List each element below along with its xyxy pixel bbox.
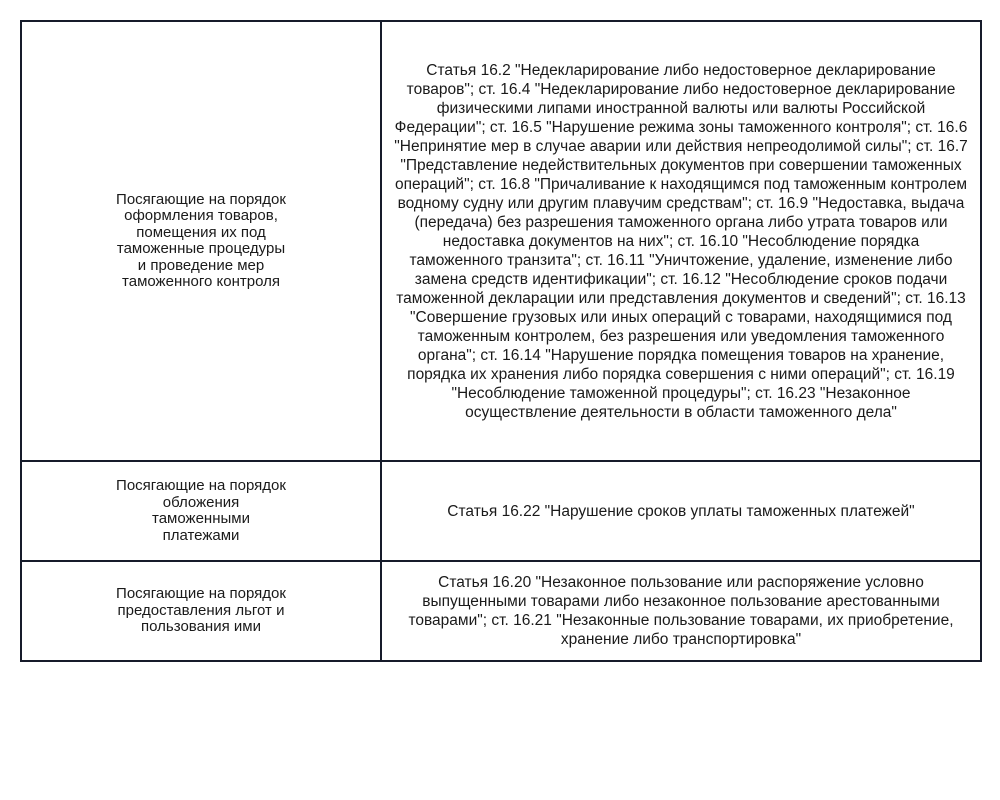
offense-category-cell: Посягающие на порядок обложения таможенными платежами [21, 461, 381, 561]
articles-cell: Статья 16.22 "Нарушение сроков уплаты таможенных платежей" [381, 461, 981, 561]
offense-category-cell: Посягающие на порядок предоставления льгот и пользования ими [21, 561, 381, 661]
offenses-table-container [20, 20, 980, 662]
table-row [21, 561, 981, 661]
customs-offenses-table [20, 20, 982, 662]
articles-cell: Статья 16.20 "Незаконное пользование или распоряжение условно выпущенными товарами либо незаконное пользование арестованными товарами"; ст. 16.21 "Незаконные пользование товарами, их приобретение, хранение либо транспортировка" [381, 561, 981, 661]
table-row [21, 461, 981, 561]
articles-cell: Статья 16.2 "Недекларирование либо недостоверное декларирование товаров"; ст. 16.4 "Недекларирование либо недостоверное декларирование физическими липами иностранной валюты или валюты Российской Федерации"; ст. 16.5 "Нарушение режима зоны таможенного контроля"; ст. 16.6 "Непринятие мер в случае аварии или действия непреодолимой силы"; ст. 16.7 "Представление недействительных документов при совершении таможенных операций"; ст. 16.8 "Причаливание к находящимся под таможенным контролем водному судну или другим плавучим средствам"; ст. 16.9 "Недоставка, выдача (передача) без разрешения таможенного органа либо утрата товаров или недоставка документов на них"; ст. 16.10 "Несоблюдение порядка таможенного транзита"; ст. 16.11 "Уничтожение, удаление, изменение либо замена средств идентификации"; ст. 16.12 "Несоблюдение сроков подачи таможенной декларации или представления документов и сведений"; ст. 16.13 "Совершение грузовых или иных операций с товарами, находящимися под таможенным контролем, без разрешения или уведомления таможенного органа"; ст. 16.14 "Нарушение порядка помещения товаров на хранение, порядка их хранения либо порядка совершения с ними операций"; ст. 16.19 "Несоблюдение таможенной процедуры"; ст. 16.23 "Незаконное осуществление деятельности в области таможенного дела" [381, 21, 981, 461]
table-row [21, 21, 981, 461]
offense-category-cell: Посягающие на порядок оформления товаров, помещения их под таможенные процедуры и проведение мер таможенного контроля [21, 21, 381, 461]
